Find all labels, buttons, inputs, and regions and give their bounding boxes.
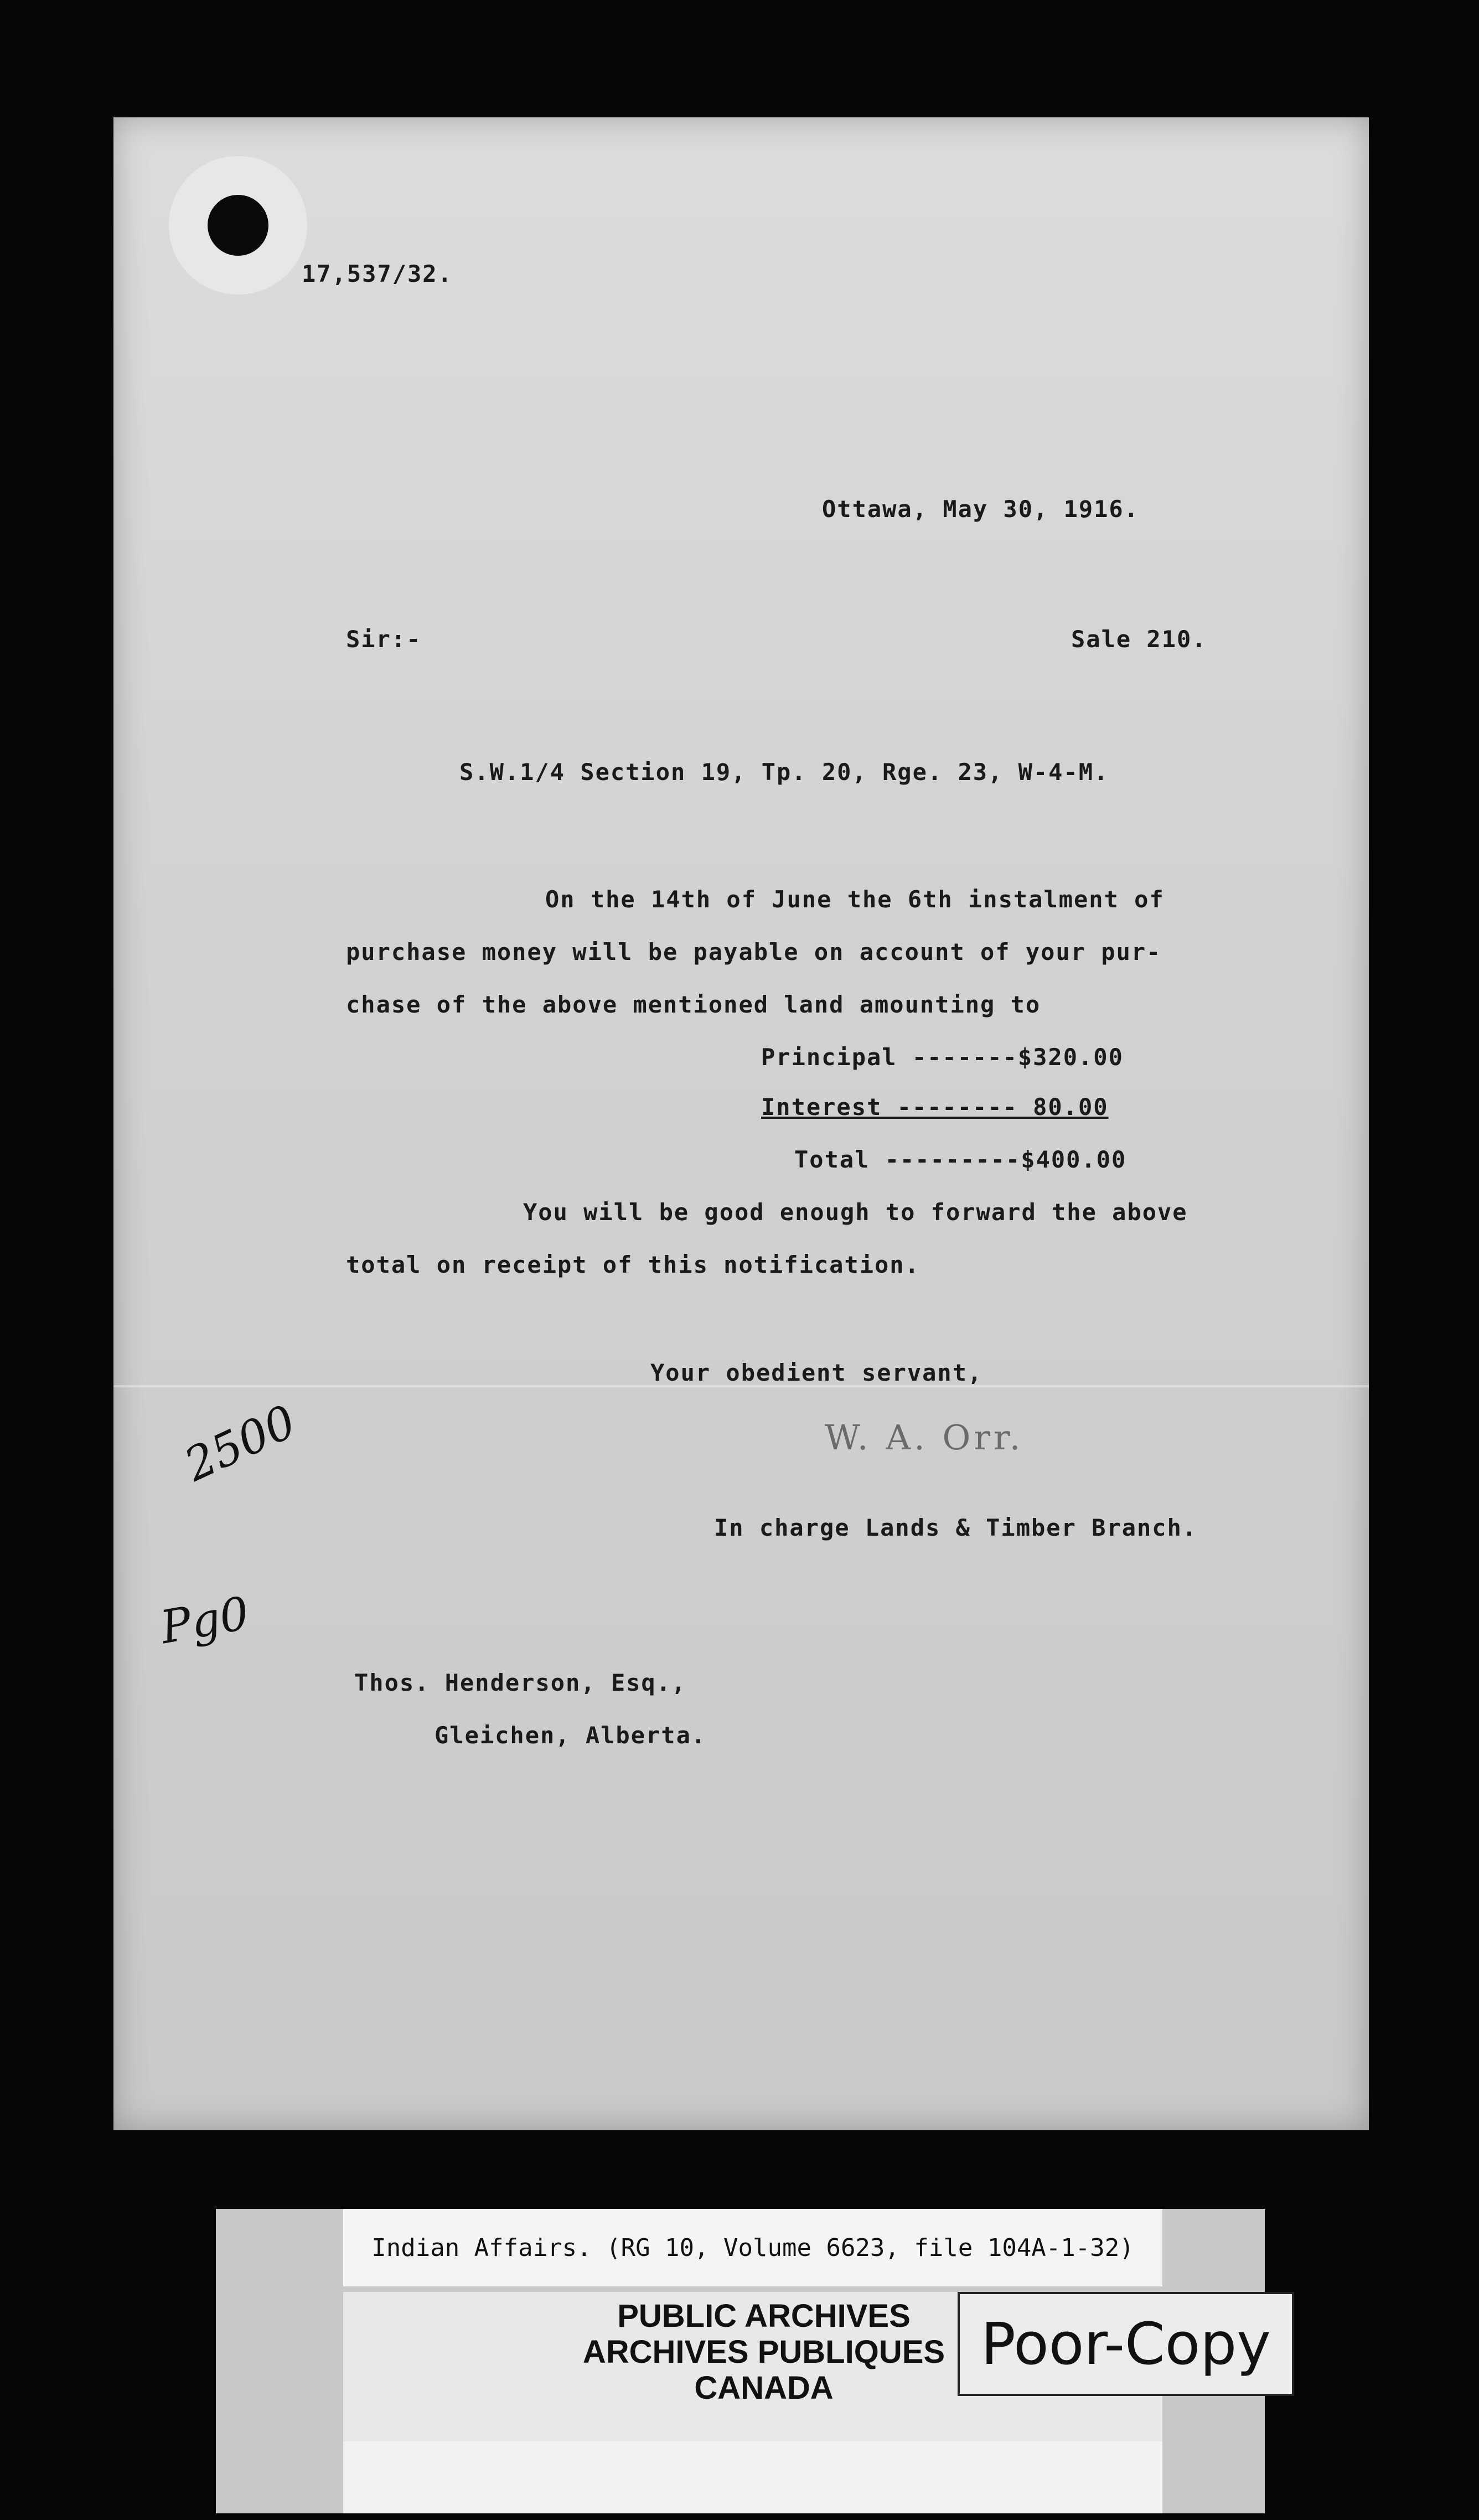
closing-line-2: total on receipt of this notification.	[346, 1251, 920, 1278]
sale-number: Sale 210.	[1071, 626, 1207, 653]
signature-stamp: W. A. Orr.	[825, 1417, 1024, 1458]
recipient-name: Thos. Henderson, Esq.,	[354, 1669, 687, 1696]
salutation: Sir:-	[346, 626, 422, 653]
interest-line: Interest -------- 80.00	[761, 1093, 1109, 1120]
archive-reference: Indian Affairs. (RG 10, Volume 6623, file 104A-1-32)	[343, 2209, 1162, 2286]
file-number: 17,537/32.	[302, 260, 453, 287]
handwritten-note-2: Pg0	[156, 1587, 253, 1655]
handwritten-note-1: 2500	[177, 1395, 304, 1492]
principal-line: Principal -------$320.00	[761, 1044, 1124, 1071]
closing-line-1: You will be good enough to forward the above	[523, 1199, 1188, 1226]
valediction: Your obedient servant,	[650, 1359, 983, 1386]
body-line-3: chase of the above mentioned land amounting to	[346, 991, 1041, 1018]
body-line-2: purchase money will be payable on account of your pur-	[346, 938, 1162, 965]
archive-line-1: PUBLIC ARCHIVES	[617, 2298, 911, 2334]
archive-line-3: CANADA	[694, 2370, 834, 2406]
letter-page	[113, 117, 1369, 2130]
body-line-1: On the 14th of June the 6th instalment of	[545, 886, 1165, 913]
place-date: Ottawa, May 30, 1916.	[822, 495, 1140, 523]
total-line: Total ---------$400.00	[794, 1146, 1127, 1173]
poor-copy-stamp: Poor-Copy	[958, 2292, 1294, 2396]
land-description: S.W.1/4 Section 19, Tp. 20, Rge. 23, W-4-M.	[459, 758, 1109, 786]
recipient-place: Gleichen, Alberta.	[435, 1722, 707, 1749]
signatory-title: In charge Lands & Timber Branch.	[714, 1514, 1198, 1541]
archive-label-bottom	[343, 2441, 1162, 2513]
archive-line-2: ARCHIVES PUBLIQUES	[582, 2334, 945, 2370]
punch-hole	[208, 195, 268, 256]
